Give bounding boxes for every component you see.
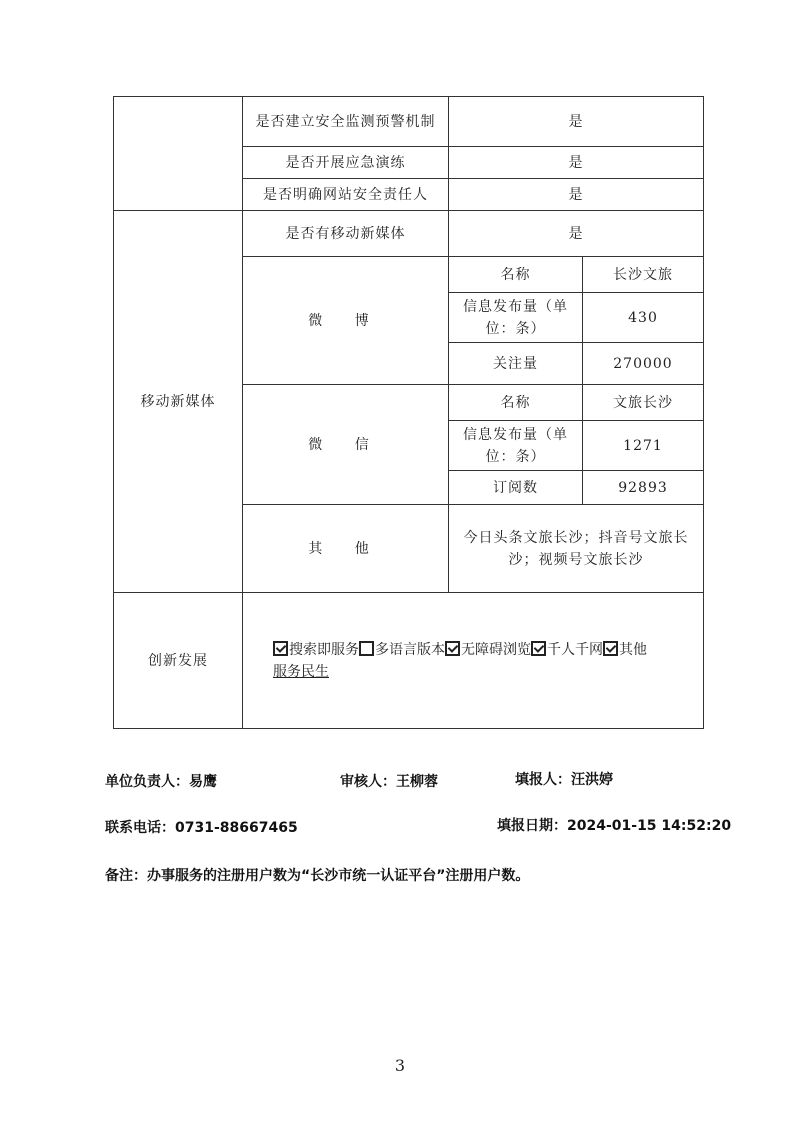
weibo-name-value: 长沙文旅 [583, 257, 704, 293]
filler: 填报人：汪洪婷 [515, 772, 613, 788]
other-media-label: 其 他 [243, 505, 449, 593]
monitoring-value: 是 [449, 97, 704, 147]
innovation-option-other [603, 642, 647, 658]
unit-head: 单位负责人：易鹰 [105, 774, 217, 790]
footnote: 备注：办事服务的注册用户数为“长沙市统一认证平台”注册用户数。 [105, 868, 530, 884]
innovation-label: 创新发展 [114, 593, 243, 729]
responsible-label: 是否明确网站安全责任人 [243, 179, 449, 211]
weibo-label: 微 博 [243, 257, 449, 385]
option-label: 搜索即服务 [289, 641, 359, 658]
innovation-option-search [273, 642, 359, 658]
weibo-posts-value: 430 [583, 293, 704, 343]
weibo-followers-value: 270000 [583, 343, 704, 385]
has-media-value: 是 [449, 211, 704, 257]
innovation-options [243, 593, 704, 729]
responsible-value: 是 [449, 179, 704, 211]
option-label: 无障碍浏览 [461, 641, 531, 658]
wechat-name-value: 文旅长沙 [583, 385, 704, 421]
wechat-label: 微 信 [243, 385, 449, 505]
weibo-name-label: 名称 [449, 257, 583, 293]
has-media-label: 是否有移动新媒体 [243, 211, 449, 257]
wechat-posts-label: 信息发布量（单位：条） [449, 421, 583, 471]
checkbox-checked-icon [531, 641, 546, 656]
option-label: 多语言版本 [375, 641, 445, 658]
other-media-value: 今日头条文旅长沙；抖音号文旅长沙；视频号文旅长沙 [449, 505, 704, 593]
option-label: 千人千网 [547, 641, 603, 658]
reviewer: 审核人：王柳蓉 [340, 774, 438, 790]
drill-value: 是 [449, 147, 704, 179]
checkbox-checked-icon [603, 641, 618, 656]
wechat-posts-value: 1271 [583, 421, 704, 471]
innovation-option-multilang [359, 642, 445, 658]
wechat-subscribers-value: 92893 [583, 471, 704, 505]
security-section-cell [114, 97, 243, 211]
checkbox-unchecked-icon [359, 641, 374, 656]
wechat-name-label: 名称 [449, 385, 583, 421]
option-label: 其他 [619, 641, 647, 658]
fill-date: 填报日期：2024-01-15 14:52:20 [497, 818, 732, 834]
checkbox-checked-icon [273, 641, 288, 656]
media-section-label: 移动新媒体 [114, 211, 243, 593]
report-table [113, 96, 704, 729]
checkbox-checked-icon [445, 641, 460, 656]
weibo-posts-label: 信息发布量（单位：条） [449, 293, 583, 343]
innovation-option-accessible [445, 642, 531, 658]
monitoring-label: 是否建立安全监测预警机制 [243, 97, 449, 147]
innovation-option-personalized [531, 642, 603, 658]
innovation-other-text: 服务民生 [273, 663, 329, 680]
drill-label: 是否开展应急演练 [243, 147, 449, 179]
contact-phone: 联系电话：0731-88667465 [105, 820, 298, 836]
wechat-subscribers-label: 订阅数 [449, 471, 583, 505]
page-number: 3 [394, 1056, 406, 1075]
weibo-followers-label: 关注量 [449, 343, 583, 385]
